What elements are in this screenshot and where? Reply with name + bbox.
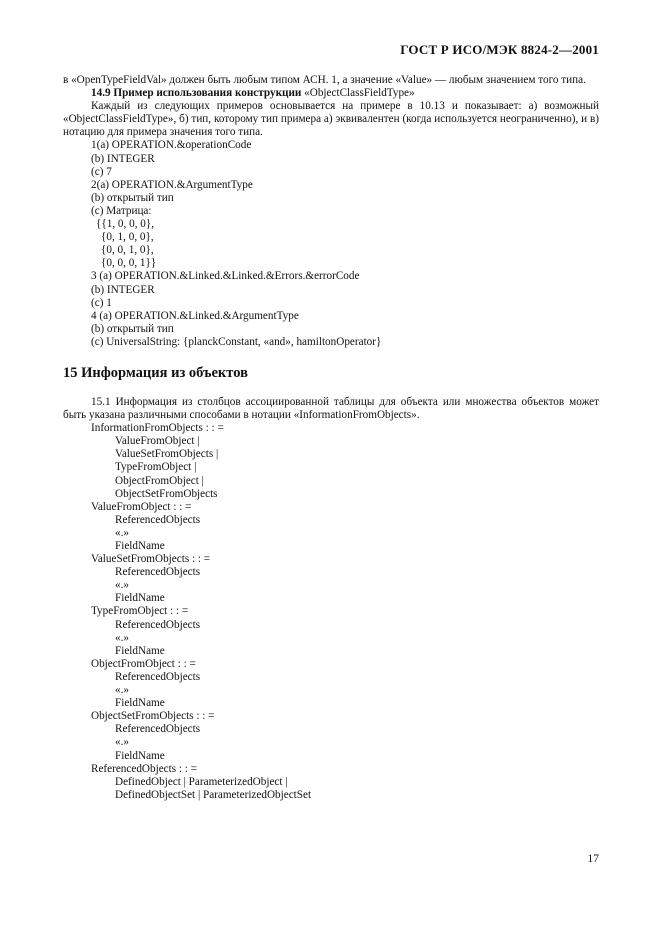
grammar-line: ObjectFromObject : : = [91, 657, 196, 670]
section-paragraph: 15.1 Информация из столбцов ассоциированной таблицы для объекта или множества объектов может быть указана различными способами в нотации «InformationFromObjects». [63, 395, 599, 422]
grammar-line: «.» [115, 684, 129, 697]
subsection-construct: «ObjectClassFieldType» [304, 87, 415, 100]
example-line: (c) Матрица: [91, 204, 152, 217]
example-line: 4 (a) OPERATION.&Linked.&ArgumentType [91, 309, 299, 322]
section-title: 15 Информация из объектов [63, 364, 248, 381]
example-line: (b) INTEGER [91, 283, 155, 296]
grammar-line: FieldName [115, 540, 165, 552]
grammar-line: DefinedObject | ParameterizedObject | [115, 775, 288, 788]
page-header-standard: ГОСТ Р ИСО/МЭК 8824-2—2001 [400, 42, 599, 57]
grammar-line: ReferencedObjects [115, 618, 201, 631]
grammar-line: ObjectFromObject | [115, 474, 204, 487]
intro-paragraph: в «OpenTypeFieldVal» должен быть любым типом АСН. 1, а значение «Value» — любым значением того типа. [63, 74, 586, 86]
grammar-line: ReferencedObjects : : = [91, 762, 198, 775]
grammar-line: FieldName [115, 749, 165, 762]
example-line: (c) 1 [91, 296, 112, 309]
grammar-line: InformationFromObjects : : = [91, 422, 224, 435]
example-line: {0, 0, 1, 0}, [101, 244, 154, 257]
example-line: {0, 0, 0, 1}} [101, 257, 157, 270]
example-line: {0, 1, 0, 0}, [101, 231, 154, 244]
grammar-line: ReferencedObjects [115, 670, 201, 683]
example-line: (c) UniversalString: {planckConstant, «and», hamiltonOperator} [91, 335, 382, 348]
example-line: (b) INTEGER [91, 152, 155, 165]
grammar-line: ValueSetFromObjects : : = [91, 553, 211, 566]
example-line: (c) 7 [91, 165, 112, 178]
example-line: {{1, 0, 0, 0}, [96, 218, 155, 231]
grammar-line: ReferencedObjects [115, 723, 201, 736]
grammar-line: FieldName [115, 592, 165, 605]
grammar-line: TypeFromObject : : = [91, 605, 189, 618]
grammar-line: FieldName [115, 644, 165, 657]
grammar-line: ObjectSetFromObjects [115, 487, 218, 500]
grammar-line: «.» [115, 579, 129, 592]
grammar-line: FieldName [115, 697, 165, 710]
grammar-line: ReferencedObjects [115, 513, 201, 526]
grammar-line: TypeFromObject | [115, 461, 197, 474]
example-line: 3 (a) OPERATION.&Linked.&Linked.&Errors.&errorCode [91, 270, 360, 283]
example-line: 2(a) OPERATION.&ArgumentType [91, 178, 253, 191]
page-number: 17 [587, 853, 599, 865]
grammar-list [63, 422, 599, 802]
example-line: (b) открытый тип [91, 191, 174, 204]
grammar-line: «.» [115, 736, 129, 749]
grammar-line: ReferencedObjects [115, 566, 201, 579]
examples-list [63, 139, 599, 349]
subsection-paragraph: Каждый из следующих примеров основывается на примере в 10.13 и показывает: а) возможный «ObjectClassFieldType», б) тип, которому тип примера а) эквивалентен (когда используется неограниченно), и в) нотацию для примера значения того типа. [63, 100, 599, 139]
example-line: 1(a) OPERATION.&operationCode [91, 139, 252, 152]
grammar-line: ValueSetFromObjects | [115, 448, 219, 461]
grammar-line: DefinedObjectSet | ParameterizedObjectSet [115, 788, 312, 801]
grammar-line: «.» [115, 526, 129, 539]
grammar-line: «.» [115, 631, 129, 644]
grammar-line: ValueFromObject : : = [91, 500, 192, 513]
grammar-line: ValueFromObject | [115, 435, 200, 448]
subsection-number-title: 14.9 Пример использования конструкции [91, 87, 302, 100]
page-body [63, 74, 599, 802]
example-line: (b) открытый тип [91, 322, 174, 335]
subsection-heading [63, 87, 599, 100]
grammar-line: ObjectSetFromObjects : : = [91, 710, 215, 723]
